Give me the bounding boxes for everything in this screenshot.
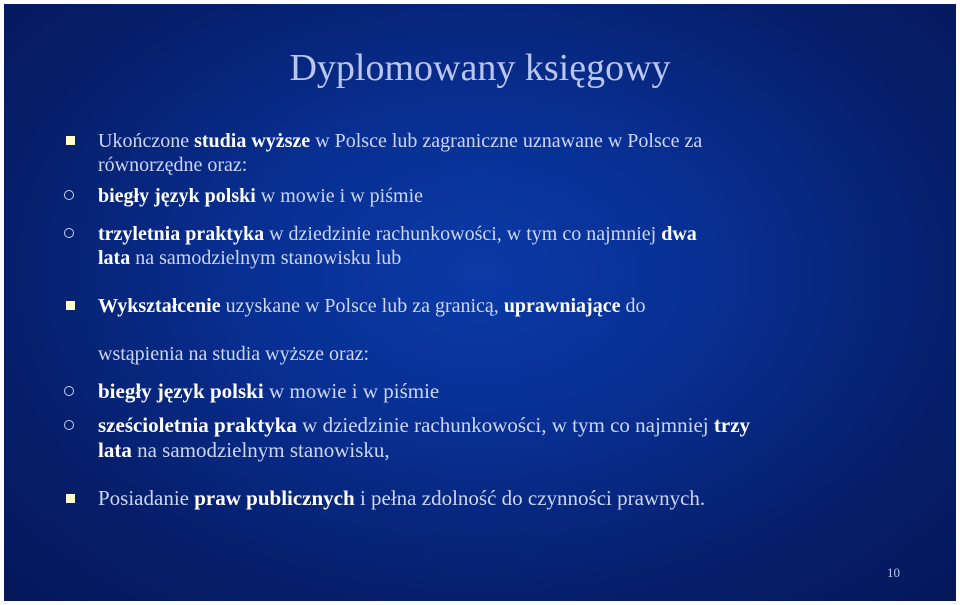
sub-bullet-2-1 xyxy=(98,379,439,403)
circle-bullet-icon xyxy=(64,228,74,238)
slide-title: Dyplomowany księgowy xyxy=(289,47,671,89)
bullet-1-line-1 xyxy=(98,129,702,153)
text: do xyxy=(620,295,646,317)
sub-bullet-1-2-line-2 xyxy=(98,246,401,270)
text: i pełna zdolność do czynności prawnych. xyxy=(354,486,706,510)
bold-text: lata xyxy=(98,247,131,269)
circle-bullet-icon xyxy=(64,386,74,396)
bold-text: Wykształcenie xyxy=(98,295,221,317)
bold-text: biegły język polski xyxy=(98,379,264,403)
square-bullet-icon xyxy=(66,494,75,503)
bold-text: trzy xyxy=(713,413,751,437)
text: w dziedzinie rachunkowości, w tym co najmniej xyxy=(264,223,662,245)
bold-text: trzyletnia praktyka xyxy=(98,223,265,245)
text: w Polsce lub zagraniczne uznawane w Polsce za xyxy=(310,130,703,152)
bold-text: biegły język polski xyxy=(98,185,256,207)
sub-bullet-1-1 xyxy=(98,184,423,208)
bold-text: lata xyxy=(98,438,132,462)
text: Ukończone xyxy=(98,130,195,152)
bullet-3-line-1 xyxy=(98,486,705,510)
text: uzyskane w Polsce lub za granicą, xyxy=(220,295,504,317)
text: na samodzielnym stanowisku, xyxy=(131,438,390,462)
square-bullet-icon xyxy=(66,136,75,145)
circle-bullet-icon xyxy=(64,190,74,200)
text: w dziedzinie rachunkowości, w tym co najmniej xyxy=(296,413,714,437)
bullet-1-line-2: równorzędne oraz: xyxy=(98,154,248,176)
bullet-2-line-1 xyxy=(98,294,645,318)
page-number: 10 xyxy=(887,565,900,580)
sub-bullet-2-2-line-2 xyxy=(98,438,390,462)
bold-text: praw publicznych xyxy=(194,486,355,510)
bold-text: sześcioletnia praktyka xyxy=(98,413,297,437)
text: w mowie i w piśmie xyxy=(263,379,440,403)
bold-text: studia wyższe xyxy=(194,130,311,152)
slide-body xyxy=(4,4,956,601)
text: w mowie i w piśmie xyxy=(255,185,424,207)
bold-text: dwa xyxy=(661,223,697,245)
bullet-2-line-2: wstąpienia na studia wyższe oraz: xyxy=(98,343,370,365)
text: na samodzielnym stanowisku lub xyxy=(130,247,402,269)
sub-bullet-1-2-line-1 xyxy=(98,222,697,246)
bold-text: uprawniające xyxy=(503,295,621,317)
slide xyxy=(4,4,956,601)
sub-bullet-2-2-line-1 xyxy=(98,413,750,437)
text: Posiadanie xyxy=(98,486,195,510)
circle-bullet-icon xyxy=(64,420,74,430)
square-bullet-icon xyxy=(66,301,75,310)
